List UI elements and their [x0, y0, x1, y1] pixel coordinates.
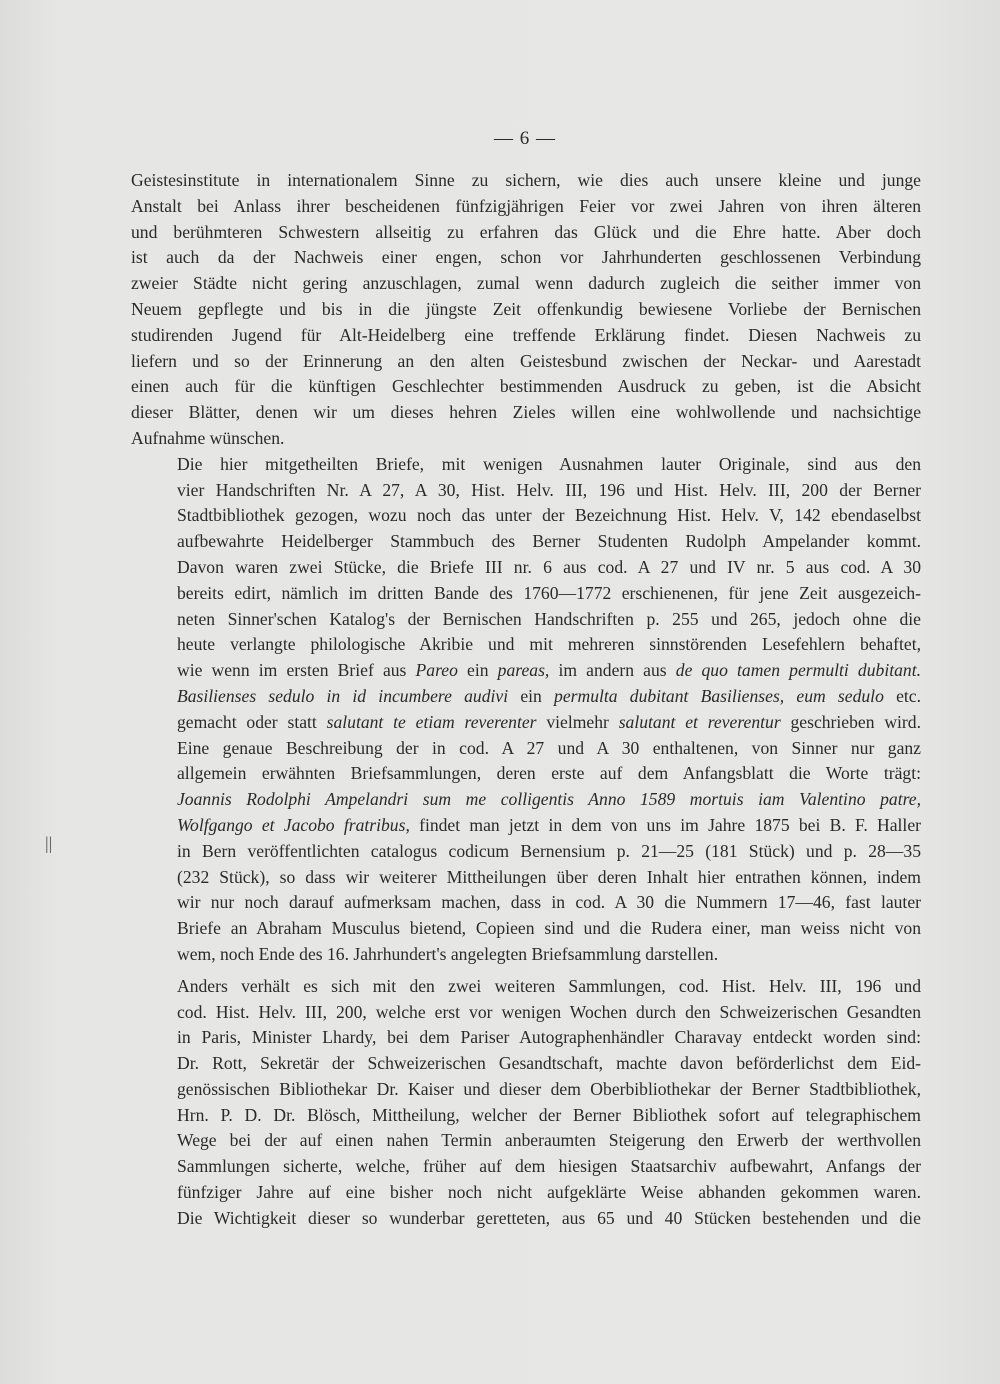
text-segment: Aufnahme wünschen. [131, 427, 285, 448]
text-segment: Sammlungen sicherte, welche, früher auf dem hiesigen Staatsarchiv aufbewahrt, Anfangs der [177, 1156, 921, 1177]
text-segment: fünfziger Jahre auf eine bisher noch nicht aufgeklärte Weise abhanden gekommen waren. [177, 1182, 921, 1203]
text-segment: Die Wichtigkeit dieser so wunderbar geretteten, aus 65 und 40 Stücken bestehenden und die [177, 1207, 921, 1228]
text-line [131, 1000, 921, 1026]
text-segment: cod. Hist. Helv. III, 200, welche erst vor wenigen Wochen durch den Schweizerischen Gesandten [177, 1001, 921, 1022]
text-line [131, 220, 921, 246]
text-line [131, 478, 921, 504]
italic-text: Basilienses sedulo in id incumbere audivi [177, 685, 509, 706]
text-segment: in Bern veröffentlichten catalogus codicum Bernensium p. 21—25 (181 Stück) und p. 28—35 [177, 840, 921, 861]
text-line [131, 813, 921, 839]
text-segment: Dr. Rott, Sekretär der Schweizerischen Gesandtschaft, machte davon beförderlichst dem Eid- [177, 1053, 921, 1074]
text-segment: Briefe an Abraham Musculus bietend, Copieen sind und die Rudera einer, man weiss nicht von [177, 918, 921, 939]
text-line [131, 1077, 921, 1103]
text-segment: geschrieben wird. [780, 711, 921, 732]
text-segment: Neuem gepflegte und bis in die jüngste Zeit offenkundig bewiesene Vorliebe der Bernischen [131, 298, 921, 319]
text-segment: zweier Städte nicht gering anzuschlagen, zumal wenn dadurch zugleich die seither immer von [131, 273, 921, 294]
text-line [131, 426, 921, 452]
text-segment: etc. [883, 685, 921, 706]
text-segment: ein [508, 685, 555, 706]
text-segment: allgemein erwähnten Briefsammlungen, deren erste auf dem Anfangsblatt die Worte trägt: [177, 763, 921, 784]
text-segment: studirenden Jugend für Alt-Heidelberg eine treffende Erklärung findet. Diesen Nachweis zu [131, 324, 921, 345]
text-line [131, 168, 921, 194]
text-line [131, 349, 921, 375]
text-line [131, 974, 921, 1000]
text-segment: Eine genaue Beschreibung der in cod. A 27 und A 30 enthaltenen, von Sinner nur ganz [177, 737, 921, 758]
text-segment: Davon waren zwei Stücke, die Briefe III nr. 6 aus cod. A 27 und IV nr. 5 aus cod. A 30 [177, 556, 921, 577]
text-segment: liefern und so der Erinnerung an den alten Geistesbund zwischen der Neckar- und Aarestadt [131, 350, 921, 371]
text-segment: im andern aus [549, 660, 676, 681]
text-line [131, 890, 921, 916]
text-line [131, 1180, 921, 1206]
text-line [131, 555, 921, 581]
text-line [131, 297, 921, 323]
paragraph [131, 452, 921, 968]
text-line [131, 1128, 921, 1154]
page-number: — 6 — [494, 128, 556, 149]
text-line [131, 684, 921, 710]
text-line [131, 503, 921, 529]
body-text [131, 168, 921, 1232]
text-segment: heute verlangte philologische Akribie und mit mehreren sinnstörenden Lesefehlern behaftet, [177, 634, 921, 655]
text-line [131, 1206, 921, 1232]
text-segment: Anders verhält es sich mit den zwei weiteren Sammlungen, cod. Hist. Helv. III, 196 und [177, 975, 921, 996]
italic-text: Pareo [415, 660, 458, 681]
text-segment: in Paris, Minister Lhardy, bei dem Pariser Autographenhändler Charavay entdeckt worden sind: [177, 1027, 921, 1048]
text-line [131, 865, 921, 891]
margin-mark: || [45, 833, 53, 853]
text-segment: findet man jetzt in dem von uns im Jahre 1875 bei B. F. Haller [409, 814, 921, 835]
text-line [131, 658, 921, 684]
text-segment: gemacht oder statt [177, 711, 327, 732]
text-segment: dieser Blätter, denen wir um dieses hehren Zieles willen eine wohlwollende und nachsichtige [131, 402, 921, 423]
text-line [131, 374, 921, 400]
text-line [131, 452, 921, 478]
text-line [131, 1051, 921, 1077]
text-segment: neten Sinner'schen Katalog's der Bernischen Handschriften p. 255 und 265, jedoch ohne die [177, 608, 921, 629]
text-line [131, 1154, 921, 1180]
text-line [131, 916, 921, 942]
text-segment: vielmehr [536, 711, 619, 732]
text-segment: wem, noch Ende des 16. Jahrhundert's angelegten Briefsammlung darstellen. [177, 943, 719, 964]
italic-text: de quo tamen permulti dubitant. [675, 660, 921, 681]
text-segment: Geistesinstitute in internationalem Sinne zu sichern, wie dies auch unsere kleine und junge [131, 170, 921, 190]
text-line [131, 1025, 921, 1051]
text-segment: ein [457, 660, 498, 681]
text-line [131, 839, 921, 865]
text-segment: wie wenn im ersten Brief aus [177, 660, 416, 681]
text-line [131, 632, 921, 658]
text-segment: einen auch für die künftigen Geschlechter bestimmenden Ausdruck zu geben, ist die Absicht [131, 376, 921, 397]
text-line [131, 607, 921, 633]
paragraph [131, 974, 921, 1232]
text-segment: Die hier mitgetheilten Briefe, mit wenigen Ausnahmen lauter Originale, sind aus den [177, 453, 921, 474]
text-segment: (232 Stück), so dass wir weiterer Mittheilungen über deren Inhalt hier entrathen können, indem [177, 866, 921, 887]
italic-text: Wolfgango et Jacobo fratribus, [177, 814, 410, 835]
italic-text: Joannis Rodolphi Ampelandri sum me colligentis Anno 1589 mortuis iam Valentino patre, [177, 789, 921, 810]
text-line [131, 194, 921, 220]
text-segment: Wege bei der auf einen nahen Termin anberaumten Steigerung den Erwerb der werthvollen [177, 1130, 921, 1151]
text-line [131, 942, 921, 968]
text-segment: ist auch da der Nachweis einer engen, schon vor Jahrhunderten geschlossenen Verbindung [131, 247, 921, 268]
text-line [131, 323, 921, 349]
italic-text: salutant et reverentur [618, 711, 781, 732]
text-segment: und berühmteren Schwestern allseitig zu erfahren das Glück und die Ehre hatte. Aber doch [131, 221, 921, 242]
text-line [131, 710, 921, 736]
text-line [131, 581, 921, 607]
text-segment: bereits edirt, nämlich im dritten Bande des 1760—1772 erschienenen, für jene Zeit ausgezeich- [177, 582, 921, 603]
text-line [131, 1103, 921, 1129]
text-segment: Hrn. P. D. Dr. Blösch, Mittheilung, welcher der Berner Bibliothek sofort auf telegraphischem [177, 1104, 921, 1125]
italic-text: salutant te etiam reverenter [326, 711, 537, 732]
text-line [131, 245, 921, 271]
text-line [131, 529, 921, 555]
text-line [131, 736, 921, 762]
text-segment: genössischen Bibliothekar Dr. Kaiser und dieser dem Oberbibliothekar der Berner Stadtbibliothek, [177, 1078, 921, 1099]
text-segment: aufbewahrte Heidelberger Stammbuch des Berner Studenten Rudolph Ampelander kommt. [177, 531, 921, 552]
text-segment: Anstalt bei Anlass ihrer bescheidenen fünfzigjährigen Feier vor zwei Jahren von ihren älteren [131, 195, 921, 216]
text-line [131, 787, 921, 813]
text-segment: wir nur noch darauf aufmerksam machen, dass in cod. A 30 die Nummern 17—46, fast lauter [177, 892, 921, 913]
italic-text: permulta dubitant Basilienses, eum sedulo [554, 685, 884, 706]
paragraph [131, 168, 921, 452]
text-segment: Stadtbibliothek gezogen, wozu noch das unter der Bezeichnung Hist. Helv. V, 142 ebendaselbst [177, 505, 921, 526]
text-line [131, 271, 921, 297]
text-line [131, 761, 921, 787]
text-segment: vier Handschriften Nr. A 27, A 30, Hist. Helv. III, 196 und Hist. Helv. III, 200 der Berner [177, 479, 921, 500]
text-line [131, 400, 921, 426]
italic-text: pareas, [497, 660, 550, 681]
